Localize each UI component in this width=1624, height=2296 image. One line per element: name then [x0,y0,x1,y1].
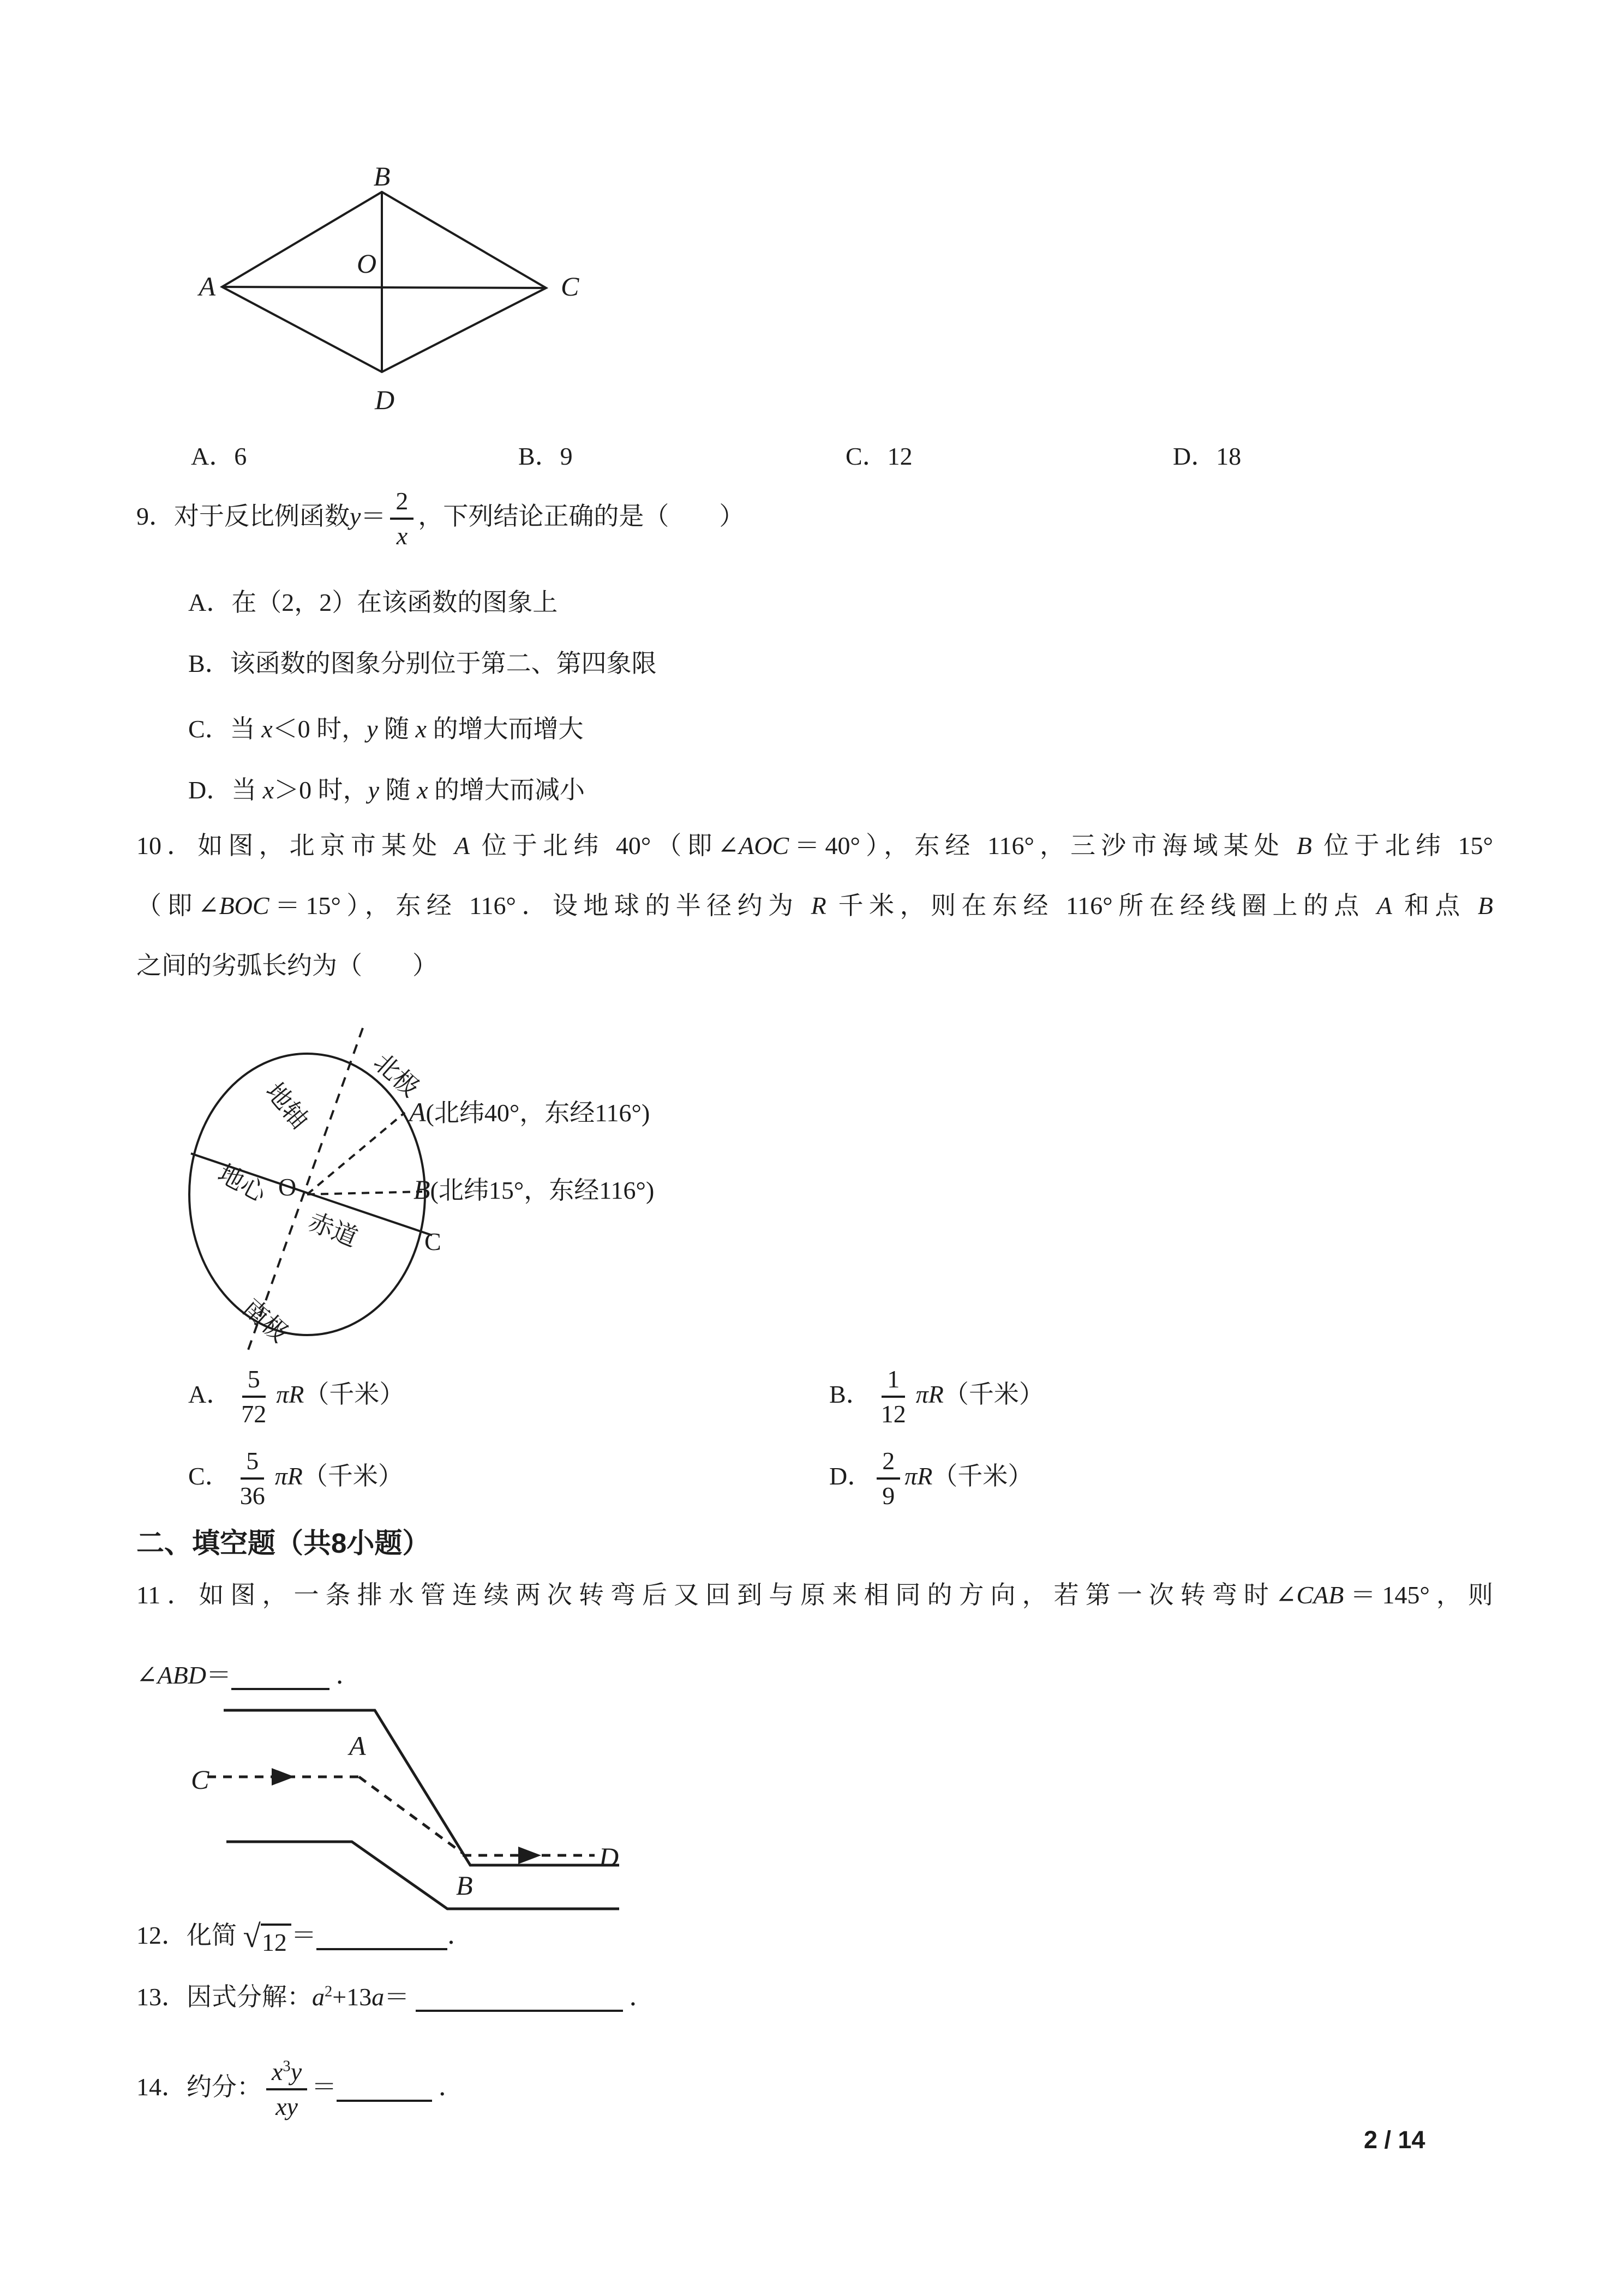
q10-option-d: D． $\frac{2}{9}$ πR（千米） [829,1447,1033,1510]
south-pole-label: 南极 [237,1293,293,1348]
ray-to-A [307,1113,405,1194]
q12-stem: 12．化简 √ 12 ＝ ． [136,1919,472,1956]
earth-axis-label: 地轴 [260,1077,314,1134]
vertex-label-D: D [374,384,395,415]
center-label-O: O [356,248,377,279]
q10-option-c: C． $\frac{5}{36}$ πR（千米） [188,1447,403,1510]
center-O-label: O [278,1173,297,1201]
q10-stem-line2: （即∠BOC＝15°），东经 116°．设地球的半径约为 R 千米，则在东经 116°所在经线圈上的点 A 和点 B [136,892,1493,919]
earth-core-label: 地心 [213,1159,271,1208]
point-C-label: C [424,1228,441,1255]
flow-arrow-1 [272,1768,295,1786]
q11-stem-line1: 11．如图，一条排水管连续两次转弯后又回到与原来相同的方向，若第一次转弯时∠CAB＝145°，则 [136,1581,1493,1609]
rhombus-outline [222,192,546,372]
q10-option-b: B． $\frac{1}{12}$ πR（千米） [829,1365,1044,1428]
q8-options-row [0,436,1624,469]
diagonal-AC [222,287,546,288]
vertex-label-C: C [561,271,579,302]
q13-stem: 13．因式分解：$a^2+13a=$ ． [136,1983,655,2011]
q10-stem-line3: 之间的劣弧长约为（ ） [136,952,438,979]
flow-line-AB [359,1777,463,1853]
page-number: 2 / 14 [1364,2126,1425,2154]
q9-stem: 9．对于反比例函数y＝ $\frac{2}{x}$ ，下列结论正确的是（ ） [136,487,745,550]
pipe-label-B: B [456,1870,473,1901]
q8-option-c: C．12 [846,442,913,470]
q14-stem: 14．约分： $\frac{x^3y}{xy}$ ＝ ． [136,2058,464,2121]
vertex-label-B: B [373,161,391,191]
pipe-figure [191,1707,627,1920]
q9-option-b: B．该函数的图象分别位于第二、第四象限 [188,650,657,677]
q11-stem-line2: ∠ABD＝ ． [136,1661,361,1689]
pipe-label-C: C [191,1764,209,1795]
earth-figure [180,1031,780,1369]
flow-arrow-2 [518,1847,541,1864]
north-pole-label: 北极 [368,1048,424,1102]
q8-option-b: B．9 [518,442,573,470]
q9-option-d: D．当 x＞0 时，y 随 x 的增大而减小 [188,776,585,804]
point-A-label: A(北纬40°，东经116°) [409,1097,650,1127]
q8-option-a: A．6 [191,442,247,470]
ray-to-B [307,1192,422,1194]
q10-options-grid [0,1366,1624,1519]
rhombus-figure [191,158,584,420]
q10-stem-line1: 10．如图，北京市某处 A 位于北纬 40°（即∠AOC＝40°），东经 116°，三沙市海域某处 B 位于北纬 15° [136,832,1493,860]
q10-stem [136,816,1493,996]
q8-option-d: D．18 [1173,442,1242,470]
pipe-label-A: A [349,1730,366,1761]
point-B-label: B(北纬15°，东经116°) [414,1174,655,1205]
q9-option-c: C．当 x＜0 时，y 随 x 的增大而增大 [188,715,584,743]
section2-header: 二、填空题（共8小题） [136,1528,430,1559]
pipe-bottom-outline [226,1842,619,1909]
pipe-label-D: D [599,1842,619,1872]
q9-option-a: A．在（2，2）在该函数的图象上 [188,588,558,616]
equator-label: 赤道 [304,1207,362,1252]
vertex-label-A: A [199,271,215,302]
q10-option-a: A． $\frac{5}{72}$ πR（千米） [188,1365,405,1428]
